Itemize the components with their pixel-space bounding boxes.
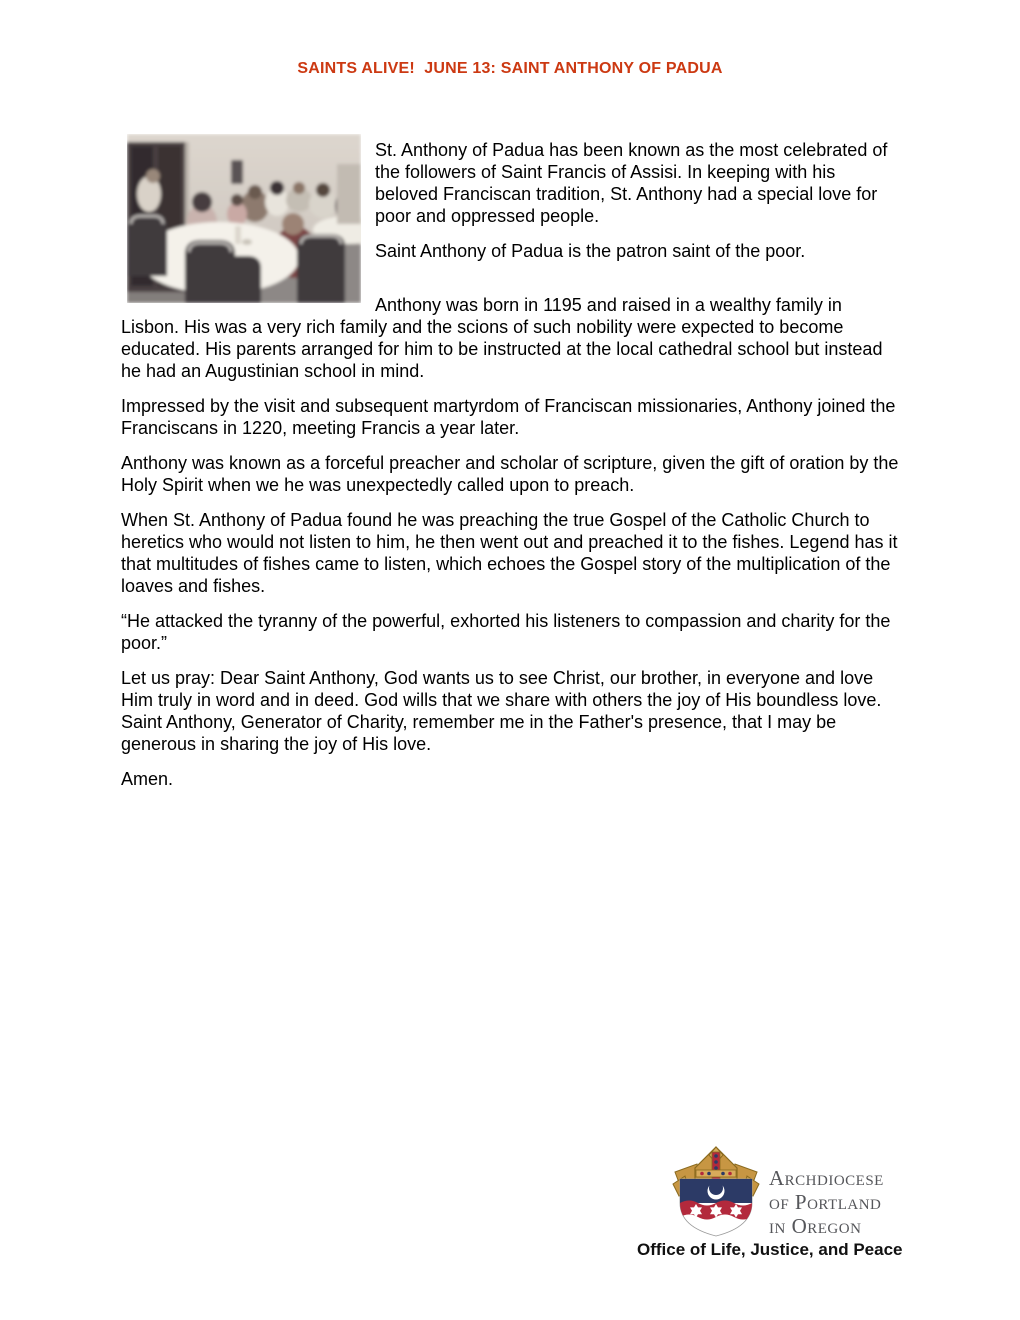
logo-line-of-portland: of Portland <box>769 1190 882 1214</box>
paragraph-fishes: When St. Anthony of Padua found he was preaching the true Gospel of the Catholic Church to heretics who would not listen to him, he then went out and preached it to the fishes. Legend has it that multitudes of fishes came to listen, which echoes the Gospel story of the multiplication of the loaves and fishes. <box>121 510 898 596</box>
logo-line-in-oregon: in Oregon <box>769 1214 862 1238</box>
document-title: SAINTS ALIVE! JUNE 13: SAINT ANTHONY OF PADUA <box>297 60 723 77</box>
logo-line-archdiocese: Archdiocese <box>769 1166 884 1190</box>
paragraph-intro: St. Anthony of Padua has been known as the most celebrated of the followers of Saint Francis of Assisi. In keeping with his beloved Franciscan tradition, St. Anthony had a special love for poor and oppressed people. <box>375 140 888 226</box>
paragraph-quote: “He attacked the tyranny of the powerful, exhorted his listeners to compassion and charity for the poor.” <box>121 611 891 653</box>
paragraph-born: Anthony was born in 1195 and raised in a wealthy family in Lisbon. His was a very rich family and the scions of such nobility were expected to become educated. His parents arranged for him to be instructed at the local cathedral school but instead he had an Augustinian school in mind. <box>121 295 883 381</box>
paragraph-prayer: Let us pray: Dear Saint Anthony, God wants us to see Christ, our brother, in everyone and love Him truly in word and in deed. God wills that we share with others the joy of His boundless love. Saint Anthony, Generator of Charity, remember me in the Father's presence, that I may be generous in sharing the joy of His love. <box>121 668 882 754</box>
paragraph-amen: Amen. <box>121 769 174 789</box>
article-body <box>121 139 899 790</box>
paragraph-preacher: Anthony was known as a forceful preacher and scholar of scripture, given the gift of oration by the Holy Spirit when we he was unexpectedly called upon to preach. <box>121 453 899 495</box>
banquet-photo-graphic <box>127 134 361 303</box>
parish-banquet-photo <box>127 134 361 303</box>
archdiocese-logo-text <box>769 1166 884 1238</box>
archdiocese-logo <box>637 1146 899 1238</box>
paragraph-franciscans: Impressed by the visit and subsequent martyrdom of Franciscan missionaries, Anthony joined the Franciscans in 1220, meeting Francis a year later. <box>121 396 896 438</box>
archdiocese-crest-icon <box>671 1146 761 1238</box>
footer-logo-block <box>637 1146 903 1260</box>
paragraph-patron: Saint Anthony of Padua is the patron saint of the poor. <box>375 241 806 261</box>
office-label: Office of Life, Justice, and Peace <box>637 1240 903 1259</box>
